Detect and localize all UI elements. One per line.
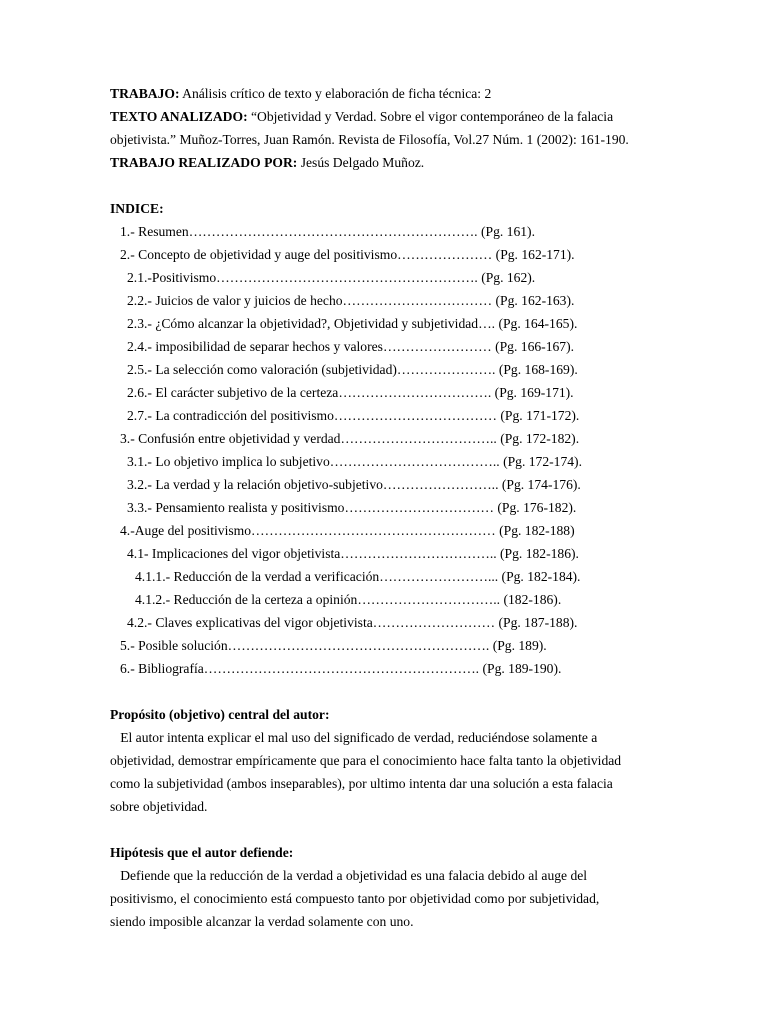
toc-entry: 4.-Auge del positivismo……………………………………………… (Pg. 182-188) bbox=[120, 523, 575, 538]
texto-analizado-line-2: objetivista.” Muñoz-Torres, Juan Ramón. Revista de Filosofía, Vol.27 Núm. 1 (2002): 161-190. bbox=[110, 132, 629, 147]
toc-entry: 2.5.- La selección como valoración (subjetividad)…………………. (Pg. 168-169). bbox=[127, 362, 578, 377]
texto-analizado-line bbox=[110, 105, 670, 128]
toc-entry: 3.- Confusión entre objetividad y verdad…………………………….. (Pg. 172-182). bbox=[120, 431, 580, 446]
toc-entry: 2.3.- ¿Cómo alcanzar la objetividad?, Objetividad y subjetividad…. (Pg. 164-165). bbox=[127, 316, 578, 331]
toc-entry: 3.1.- Lo objetivo implica lo subjetivo……………………………….. (Pg. 172-174). bbox=[127, 454, 582, 469]
hipotesis-title: Hipótesis que el autor defiende: bbox=[110, 845, 294, 860]
toc-entry: 2.1.-Positivismo…………………………………………………. (Pg. 162). bbox=[127, 270, 536, 285]
toc-entry: 1.- Resumen………………………………………………………. (Pg. 161). bbox=[120, 224, 535, 239]
texto-analizado-value: “Objetividad y Verdad. Sobre el vigor contemporáneo de la falacia bbox=[247, 109, 614, 124]
realizado-label: TRABAJO REALIZADO POR: bbox=[110, 155, 298, 170]
toc-entry: 6.- Bibliografía……………………………………………………. (Pg. 189-190). bbox=[120, 661, 562, 676]
toc-entry: 2.4.- imposibilidad de separar hechos y valores…………………… (Pg. 166-167). bbox=[127, 339, 575, 354]
table-of-contents bbox=[110, 220, 670, 680]
hipotesis-line-3: siendo imposible alcanzar la verdad solamente con uno. bbox=[110, 914, 414, 929]
trabajo-label: TRABAJO: bbox=[110, 86, 180, 101]
toc-entry: 3.3.- Pensamiento realista y positivismo…………………………… (Pg. 176-182). bbox=[127, 500, 577, 515]
toc-entry: 2.2.- Juicios de valor y juicios de hecho…………………………… (Pg. 162-163). bbox=[127, 293, 575, 308]
toc-entry: 4.1.2.- Reducción de la certeza a opinión………………………….. (182-186). bbox=[135, 592, 562, 607]
proposito-line-4: sobre objetividad. bbox=[110, 799, 208, 814]
toc-entry: 2.6.- El carácter subjetivo de la certeza……………………………. (Pg. 169-171). bbox=[127, 385, 574, 400]
hipotesis-line-2: positivismo, el conocimiento está compuesto tanto por objetividad como por subjetividad, bbox=[110, 891, 600, 906]
toc-entry: 4.1- Implicaciones del vigor objetivista…………………………….. (Pg. 182-186). bbox=[127, 546, 579, 561]
toc-entry: 2.- Concepto de objetividad y auge del positivismo………………… (Pg. 162-171). bbox=[120, 247, 575, 262]
toc-entry: 2.7.- La contradicción del positivismo……………………………… (Pg. 171-172). bbox=[127, 408, 580, 423]
trabajo-line bbox=[110, 82, 670, 105]
proposito-line-3: como la subjetividad (ambos inseparables), por ultimo intenta dar una solución a esta falacia bbox=[110, 776, 613, 791]
proposito-line-1: El autor intenta explicar el mal uso del significado de verdad, reduciéndose solamente a bbox=[110, 730, 598, 745]
toc-entry: 5.- Posible solución…………………………………………………. (Pg. 189). bbox=[120, 638, 547, 653]
toc-entry: 4.2.- Claves explicativas del vigor objetivista……………………… (Pg. 187-188). bbox=[127, 615, 578, 630]
texto-analizado-label: TEXTO ANALIZADO: bbox=[110, 109, 248, 124]
trabajo-value: Análisis crítico de texto y elaboración de ficha técnica: 2 bbox=[179, 86, 492, 101]
proposito-line-2: objetividad, demostrar empíricamente que para el conocimiento hace falta tanto la objetividad bbox=[110, 753, 622, 768]
realizado-value: Jesús Delgado Muñoz. bbox=[297, 155, 425, 170]
toc-entry: 3.2.- La verdad y la relación objetivo-subjetivo…………………….. (Pg. 174-176). bbox=[127, 477, 581, 492]
indice-title: INDICE: bbox=[110, 201, 164, 216]
hipotesis-line-1: Defiende que la reducción de la verdad a objetividad es una falacia debido al auge del bbox=[110, 868, 588, 883]
proposito-title: Propósito (objetivo) central del autor: bbox=[110, 707, 330, 722]
realizado-line bbox=[110, 151, 670, 174]
document-page bbox=[110, 82, 670, 933]
toc-entry: 4.1.1.- Reducción de la verdad a verificación……………………... (Pg. 182-184). bbox=[135, 569, 581, 584]
